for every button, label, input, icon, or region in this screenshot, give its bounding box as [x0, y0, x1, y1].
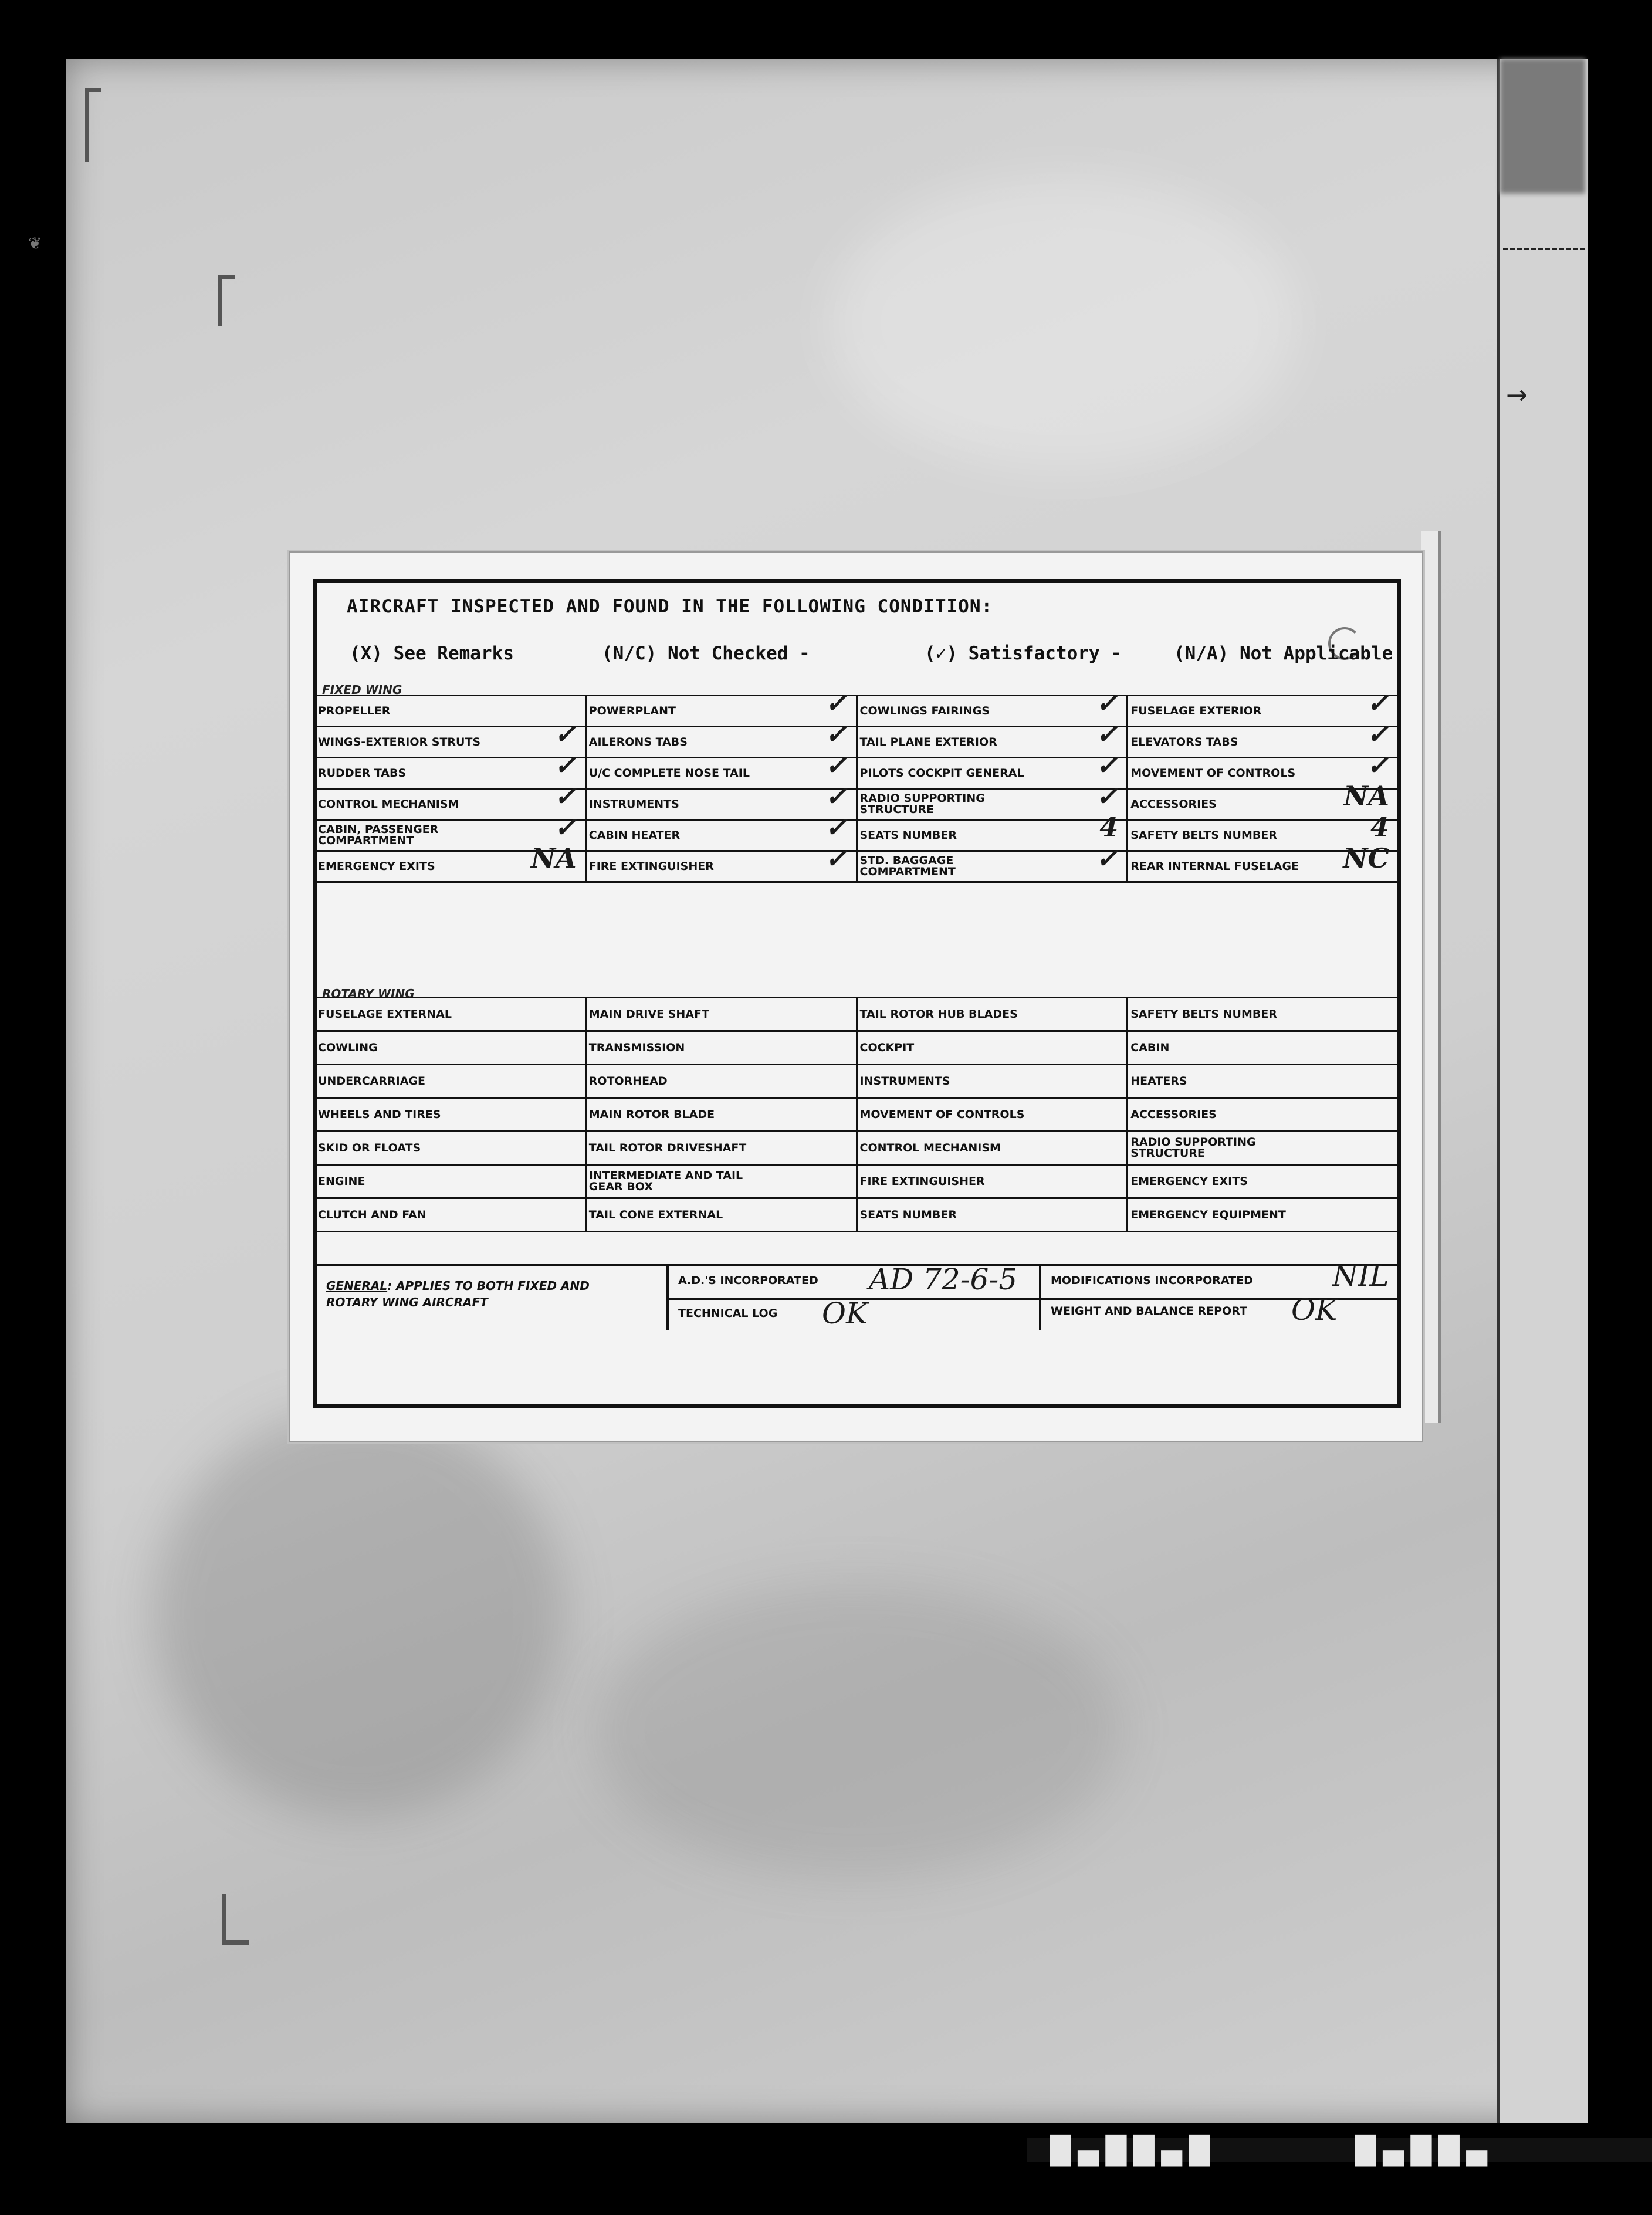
item-label: PILOTS COCKPIT GENERAL	[859, 766, 1024, 780]
attached-strip	[1497, 59, 1588, 2123]
table-cell	[1128, 1198, 1399, 1232]
table-cell	[585, 718, 857, 758]
table-cell	[585, 1198, 857, 1232]
form-title: AIRCRAFT INSPECTED AND FOUND IN THE FOLLOWING CONDITION:	[347, 596, 993, 617]
table-row	[315, 851, 1399, 882]
general-section	[317, 1259, 1400, 1330]
item-label: ELEVATORS TABS	[1130, 735, 1238, 749]
item-label: COWLING	[318, 1041, 378, 1054]
table-cell	[585, 687, 857, 727]
table-row	[315, 1165, 1399, 1198]
ads-value: AD 72-6-5	[869, 1262, 1018, 1296]
item-label: MAIN ROTOR BLADE	[588, 1108, 715, 1121]
table-cell	[857, 1065, 1128, 1098]
table-cell	[585, 749, 857, 789]
table-row	[315, 1132, 1399, 1165]
item-label: POWERPLANT	[588, 704, 676, 717]
condition-mark: ✓	[554, 749, 577, 781]
table-cell	[857, 1031, 1128, 1065]
table-cell	[857, 842, 1128, 882]
condition-mark: ✓	[554, 811, 577, 843]
condition-mark: ✓	[1366, 687, 1389, 719]
table-cell	[1128, 1132, 1399, 1165]
condition-mark: ✓	[824, 718, 848, 750]
mods-value: NIL	[1332, 1259, 1389, 1293]
condition-mark: ✓	[824, 811, 848, 843]
table-row	[315, 1098, 1399, 1132]
condition-mark: ✓	[1095, 718, 1119, 750]
inspection-card	[289, 551, 1423, 1442]
item-label: SEATS NUMBER	[859, 828, 957, 842]
table-cell	[1128, 1031, 1399, 1065]
table-cell	[1128, 842, 1399, 882]
item-label: MAIN DRIVE SHAFT	[588, 1007, 709, 1021]
table-cell	[1128, 1165, 1399, 1198]
item-label: CABIN	[1130, 1041, 1170, 1054]
highlight	[828, 176, 1298, 469]
table-cell	[315, 842, 586, 882]
item-label: ROTORHEAD	[588, 1074, 668, 1088]
table-row	[315, 789, 1399, 820]
legend-not-applicable: (N/A) Not Applicable	[1174, 643, 1393, 664]
table-cell	[315, 780, 586, 820]
table-cell	[315, 718, 586, 758]
legend-satisfactory: (✓) Satisfactory -	[925, 643, 1122, 664]
table-cell	[857, 998, 1128, 1031]
table-cell	[315, 1165, 586, 1198]
condition-mark: NC	[1343, 842, 1389, 874]
table-cell	[1128, 718, 1399, 758]
item-label: EMERGENCY EXITS	[318, 859, 435, 873]
item-label: WINGS-EXTERIOR STRUTS	[318, 735, 481, 749]
item-label: REAR INTERNAL FUSELAGE	[1130, 859, 1299, 873]
condition-mark: ✓	[1095, 842, 1119, 874]
table-row	[315, 727, 1399, 758]
item-label: FUSELAGE EXTERNAL	[318, 1007, 452, 1021]
condition-mark: NA	[1343, 780, 1389, 812]
stain	[154, 1408, 564, 1818]
table-cell	[585, 998, 857, 1031]
item-label: ACCESSORIES	[1130, 797, 1217, 811]
table-cell	[585, 1031, 857, 1065]
condition-mark: ✓	[824, 687, 848, 719]
legend-remarks: (X) See Remarks	[350, 643, 514, 664]
item-label: U/C COMPLETE NOSE TAIL	[588, 766, 750, 780]
condition-mark: ✓	[824, 780, 848, 812]
table-cell	[585, 780, 857, 820]
crop-mark-top	[218, 275, 235, 326]
item-label: COWLINGS FAIRINGS	[859, 704, 990, 717]
table-cell	[857, 1198, 1128, 1232]
item-label: INSTRUMENTS	[859, 1074, 950, 1088]
item-label: WHEELS AND TIRES	[318, 1108, 441, 1121]
item-label: ENGINE	[318, 1174, 365, 1188]
form-frame	[313, 579, 1401, 1408]
stain	[594, 1584, 1122, 1877]
condition-mark: ✓	[1366, 718, 1389, 750]
arrow-icon: →	[1506, 380, 1528, 410]
strip-shadow	[1500, 59, 1585, 194]
tech-log-value: OK	[822, 1296, 868, 1330]
table-cell	[857, 1098, 1128, 1132]
item-label: FIRE EXTINGUISHER	[588, 859, 714, 873]
table-cell	[1128, 998, 1399, 1031]
table-cell	[857, 749, 1128, 789]
film-corner-mark	[85, 88, 101, 162]
condition-mark: 4	[1099, 811, 1119, 843]
item-label: CONTROL MECHANISM	[318, 797, 459, 811]
table-cell	[315, 998, 586, 1031]
table-row	[315, 998, 1399, 1031]
item-label: CABIN HEATER	[588, 828, 681, 842]
rotary-wing-table	[314, 997, 1399, 1232]
table-cell	[857, 1132, 1128, 1165]
item-label: AILERONS TABS	[588, 735, 688, 749]
item-label: ACCESSORIES	[1130, 1108, 1217, 1121]
film-edge-strip: █▄██▄█ █▄██▄	[1027, 2138, 1652, 2162]
table-cell	[585, 1098, 857, 1132]
table-cell	[585, 1132, 857, 1165]
condition-mark: ✓	[824, 749, 848, 781]
condition-mark: ✓	[1095, 749, 1119, 781]
table-row	[315, 1198, 1399, 1232]
item-label: MOVEMENT OF CONTROLS	[859, 1108, 1025, 1121]
item-label: TAIL ROTOR DRIVESHAFT	[588, 1141, 747, 1154]
item-label: MOVEMENT OF CONTROLS	[1130, 766, 1296, 780]
ads-label: A.D.'S INCORPORATED	[678, 1274, 818, 1287]
item-label: PROPELLER	[318, 704, 391, 717]
item-label: SEATS NUMBER	[859, 1208, 957, 1221]
item-label: EMERGENCY EQUIPMENT	[1130, 1208, 1286, 1221]
item-label: INSTRUMENTS	[588, 797, 679, 811]
item-label: RUDDER TABS	[318, 766, 407, 780]
card-backing	[1421, 531, 1441, 1423]
table-row	[315, 1065, 1399, 1098]
table-row	[315, 820, 1399, 851]
table-cell	[585, 842, 857, 882]
general-lead: GENERAL	[326, 1279, 388, 1293]
table-cell	[315, 696, 586, 727]
item-label: INTERMEDIATE AND TAIL GEAR BOX	[588, 1169, 743, 1193]
wb-value: OK	[1291, 1293, 1338, 1327]
table-cell	[1128, 780, 1399, 820]
condition-mark: ✓	[1095, 780, 1119, 812]
condition-mark: ✓	[1095, 687, 1119, 719]
item-label: RADIO SUPPORTING STRUCTURE	[1130, 1136, 1256, 1160]
crop-mark-bottom	[222, 1894, 249, 1945]
table-cell	[857, 780, 1128, 820]
item-label: COCKPIT	[859, 1041, 915, 1054]
condition-mark: NA	[531, 842, 577, 874]
item-label: CLUTCH AND FAN	[318, 1208, 426, 1221]
condition-mark: ✓	[554, 780, 577, 812]
item-label: TAIL PLANE EXTERIOR	[859, 735, 997, 749]
item-label: TAIL ROTOR HUB BLADES	[859, 1007, 1018, 1021]
item-label: SAFETY BELTS NUMBER	[1130, 1007, 1277, 1021]
item-label: EMERGENCY EXITS	[1130, 1174, 1248, 1188]
legend-not-checked: (N/C) Not Checked -	[602, 643, 810, 664]
divider	[666, 1298, 1400, 1300]
table-cell	[585, 1065, 857, 1098]
leaf-icon: ❦	[28, 233, 42, 253]
table-cell	[857, 718, 1128, 758]
fixed-wing-heading: FIXED WING	[322, 683, 402, 697]
mods-label: MODIFICATIONS INCORPORATED	[1051, 1274, 1253, 1287]
item-label: CABIN, PASSENGER COMPARTMENT	[318, 823, 439, 847]
table-cell	[585, 811, 857, 851]
table-cell	[315, 1198, 586, 1232]
condition-mark: ✓	[554, 718, 577, 750]
item-label: SAFETY BELTS NUMBER	[1130, 828, 1277, 842]
wb-label: WEIGHT AND BALANCE REPORT	[1051, 1305, 1247, 1318]
table-cell	[1128, 1065, 1399, 1098]
table-cell	[315, 1031, 586, 1065]
tech-log-label: TECHNICAL LOG	[678, 1307, 778, 1320]
table-cell	[585, 1165, 857, 1198]
item-label: FUSELAGE EXTERIOR	[1130, 704, 1262, 717]
condition-mark: 4	[1370, 811, 1389, 843]
item-label: UNDERCARRIAGE	[318, 1074, 425, 1088]
table-row	[315, 1031, 1399, 1065]
table-cell	[315, 1065, 586, 1098]
item-label: FIRE EXTINGUISHER	[859, 1174, 985, 1188]
table-cell	[315, 1132, 586, 1165]
condition-mark: ✓	[1366, 749, 1389, 781]
table-cell	[315, 1098, 586, 1132]
table-cell	[1128, 1098, 1399, 1132]
item-label: TRANSMISSION	[588, 1041, 685, 1054]
dashed-line	[1503, 248, 1585, 250]
item-label: RADIO SUPPORTING STRUCTURE	[859, 792, 985, 816]
item-label: HEATERS	[1130, 1074, 1187, 1088]
rotary-wing-heading: ROTARY WING	[322, 987, 415, 1001]
table-cell	[315, 749, 586, 789]
table-row	[315, 758, 1399, 789]
item-label: CONTROL MECHANISM	[859, 1141, 1001, 1154]
table-cell	[857, 1165, 1128, 1198]
table-row	[315, 696, 1399, 727]
item-label: STD. BAGGAGE COMPARTMENT	[859, 854, 956, 878]
general-note: GENERAL: APPLIES TO BOTH FIXED AND ROTARY WING AIRCRAFT	[326, 1279, 590, 1309]
general-text: APPLIES TO BOTH FIXED AND ROTARY WING AIRCRAFT	[326, 1279, 590, 1309]
item-label: SKID OR FLOATS	[318, 1141, 421, 1154]
table-cell	[1128, 687, 1399, 727]
table-cell	[857, 687, 1128, 727]
table-cell	[857, 811, 1128, 851]
item-label: TAIL CONE EXTERNAL	[588, 1208, 723, 1221]
condition-mark: ✓	[824, 842, 848, 874]
